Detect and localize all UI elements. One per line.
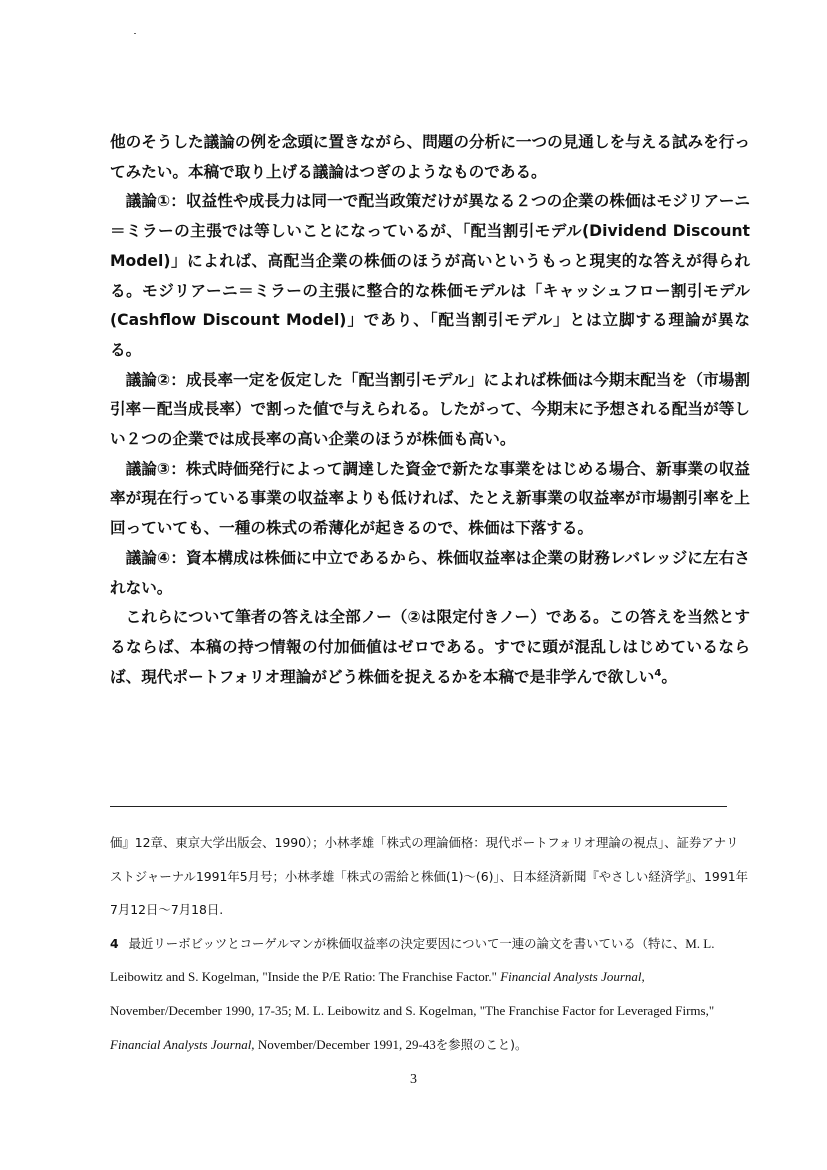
argument-3: 議論③：株式時価発行によって調達した資金で新たな事業をはじめる場合、新事業の収益率が現在行っている事業の収益率よりも低ければ、たとえ新事業の収益率が市場割引率を上回っていても、一種の株式の希薄化が起きるので、株価は下落する。 [110,459,750,538]
journal-title-1: Financial Analysts Journal, [500,969,645,985]
footnote-number: 4 [110,935,119,951]
conclusion-paragraph [110,603,750,692]
conclusion-end: 。 [661,667,677,686]
main-text [110,128,750,692]
intro-paragraph: 他のそうした議論の例を念頭に置きながら、問題の分析に一つの見通しを与える試みを行ってみたい。本稿で取り上げる議論はつぎのようなものである。 [110,133,750,181]
footnotes [110,826,750,1061]
footnote-ref-4[interactable]: 4 [654,667,662,679]
citation-1: M. L. Leibowitz and S. Kogelman, "Inside the P/E Ratio: The Franchise Factor." [110,935,715,985]
footnote-4 [110,927,750,1061]
journal-title-2: Financial Analysts Journal, [110,1036,255,1052]
scan-speck [134,33,136,34]
argument-4: 議論④：資本構成は株価に中立であるから、株価収益率は企業の財務レバレッジに左右されない。 [110,548,750,597]
footnote-4-text: 最近リーボビッツとコーゲルマンが株価収益率の決定要因について一連の論文を書いている（特に、 [128,935,686,951]
footnote-divider [110,806,727,807]
citation-2: M. L. Leibowitz and S. Kogelman, "The Franchise Factor for Leveraged Firms," [294,1002,715,1018]
page-number: 3 [410,1072,417,1087]
footnote-continuation: 価』12章、東京大学出版会、1990）；小林孝雄「株式の理論価格：現代ポートフォリオ理論の視点」、証券アナリストジャーナル1991年5月号；小林孝雄「株式の需給と株価(1)～(6)」、日本経済新聞『やさしい経済学』、1991年7月12日～7月18日. [110,835,748,918]
argument-1: 議論①：収益性や成長力は同一で配当政策だけが異なる２つの企業の株価はモジリアーニ＝ミラーの主張では等しいことになっているが、「配当割引モデル(Dividend Discount Model)」によれば、高配当企業の株価のほうが高いというもっと現実的な答えが得られる。モジリアーニ＝ミラーの主張に整合的な株価モデルは「キャッシュフロー割引モデル(Cashflow Discount Model)」であり、「配当割引モデル」とは立脚する理論が異なる。 [110,192,750,359]
argument-2: 議論②：成長率一定を仮定した「配当割引モデル」によれば株価は今期末配当を（市場割引率－配当成長率）で割った値で与えられる。したがって、今期末に予想される配当が等しい２つの企業では成長率の高い企業のほうが株価も高い。 [110,370,750,449]
citation-1-details: November/December 1990, 17-35; [110,1002,295,1018]
footnote-4-closing: を参照のこと)。 [435,1036,528,1052]
citation-2-details: November/December 1991, 29-43 [254,1036,436,1052]
conclusion-text: これらについて筆者の答えは全部ノー（②は限定付きノー）である。この答えを当然とするならば、本稿の持つ情報の付加価値はゼロである。すでに頭が混乱しはじめているならば、現代ポートフォリオ理論がどう株価を捉えるかを本稿で是非学んで欲しい [110,608,750,686]
